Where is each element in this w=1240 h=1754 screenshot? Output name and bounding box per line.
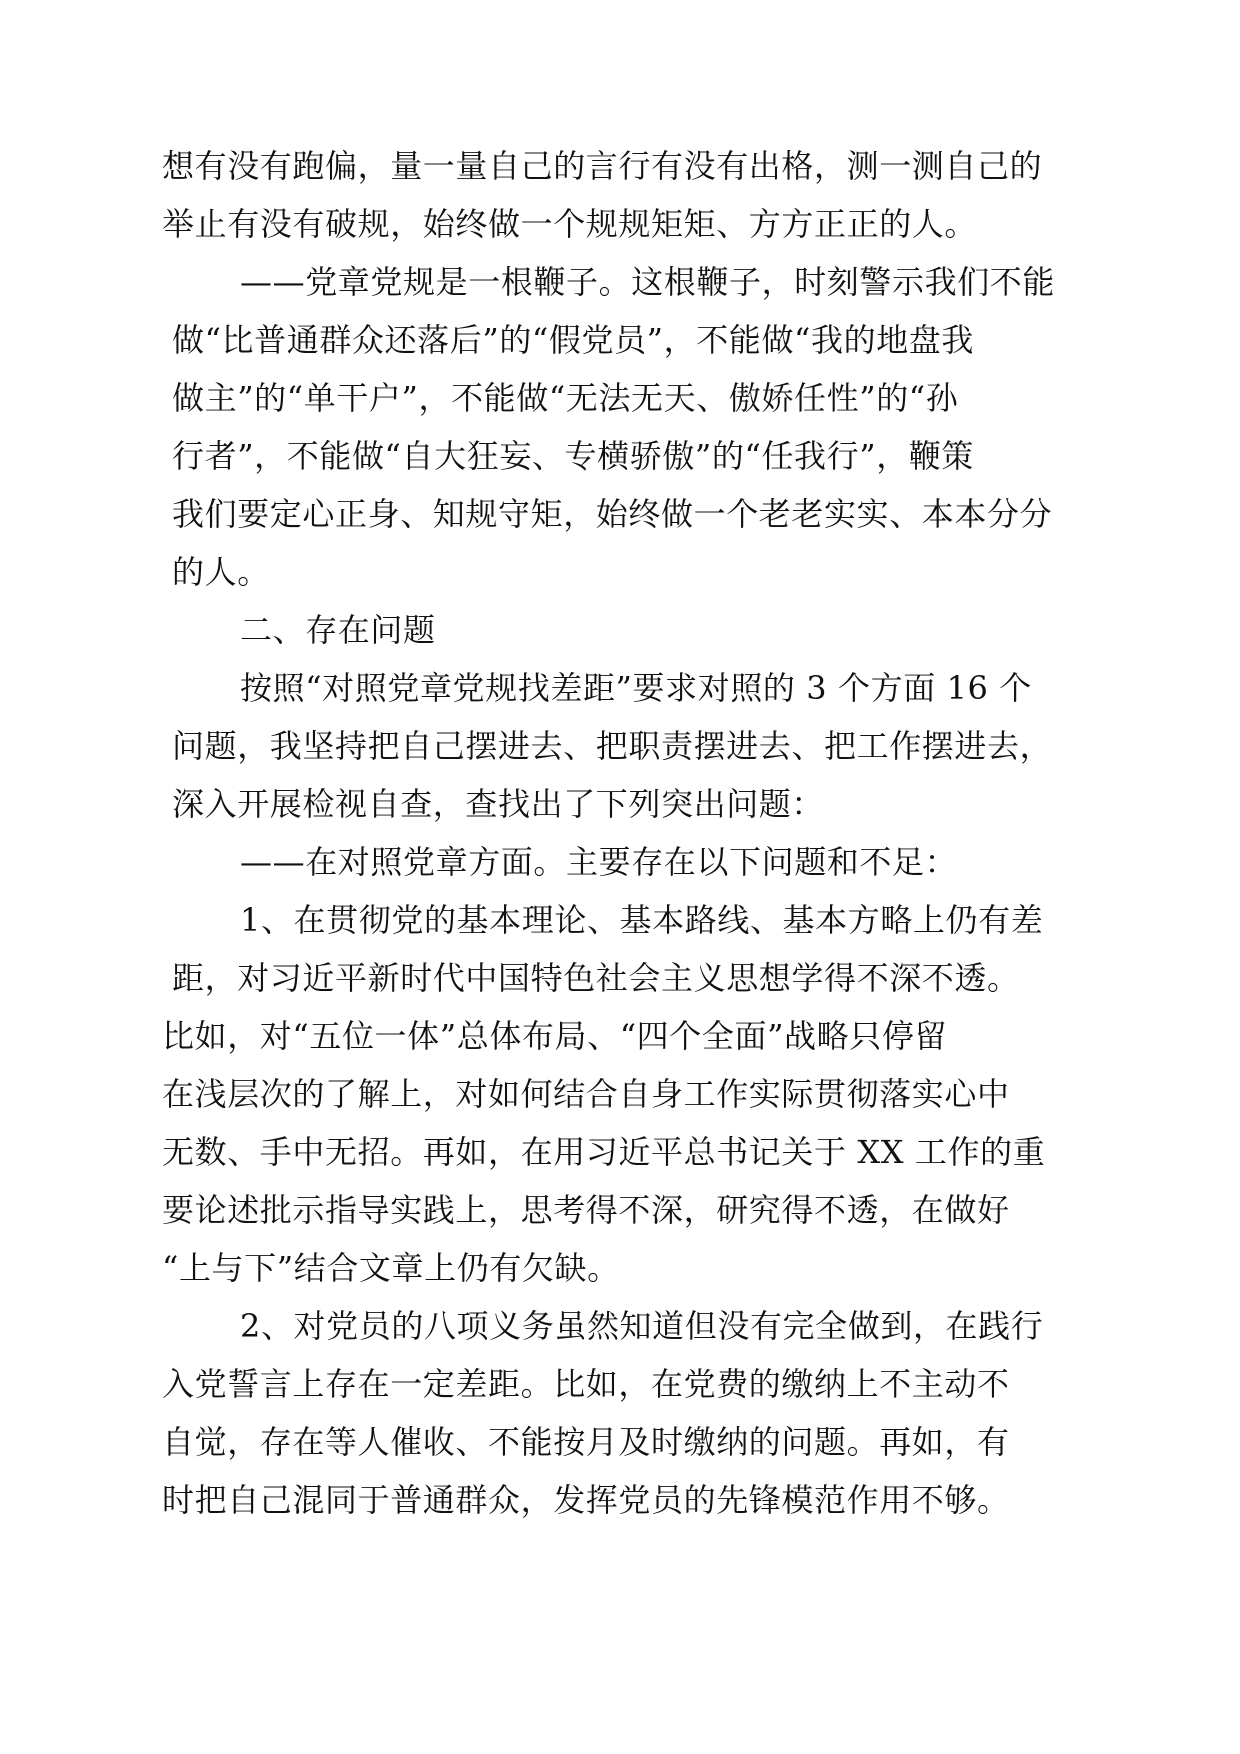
body-text-line: “上与下”结合文章上仍有欠缺。	[162, 1249, 620, 1287]
body-text-line: 2、对党员的八项义务虽然知道但没有完全做到，在践行	[240, 1307, 1044, 1345]
body-text-line: 我们要定心正身、知规守矩，始终做一个老老实实、本本分分	[172, 495, 1053, 533]
body-text-line: 无数、手中无招。再如，在用习近平总书记关于 XX 工作的重	[162, 1133, 1046, 1171]
body-text-line: 做“比普通群众还落后”的“假党员”，不能做“我的地盘我	[172, 321, 974, 359]
body-text-line: ——在对照党章方面。主要存在以下问题和不足：	[240, 843, 958, 881]
body-text-line: 按照“对照党章党规找差距”要求对照的 3 个方面 16 个	[240, 669, 1032, 707]
body-text-line: 时把自己混同于普通群众，发挥党员的先锋模范作用不够。	[162, 1481, 1010, 1519]
body-text-line: 想有没有跑偏，量一量自己的言行有没有出格，测一测自己的	[162, 147, 1043, 185]
body-text-line: 自觉，存在等人催收、不能按月及时缴纳的问题。再如，有	[162, 1423, 1010, 1461]
section-heading: 二、存在问题	[240, 611, 436, 649]
body-text-line: 距，对习近平新时代中国特色社会主义思想学得不深不透。	[172, 959, 1020, 997]
body-text-line: 问题，我坚持把自己摆进去、把职责摆进去、把工作摆进去，	[172, 727, 1053, 765]
body-text-line: 在浅层次的了解上，对如何结合自身工作实际贯彻落实心中	[162, 1075, 1010, 1113]
body-text-line: 行者”，不能做“自大狂妄、专横骄傲”的“任我行”，鞭策	[172, 437, 974, 475]
body-text-line: 深入开展检视自查，查找出了下列突出问题：	[172, 785, 825, 823]
body-text-line: 做主”的“单干户”，不能做“无法无天、傲娇任性”的“孙	[172, 379, 959, 417]
body-text-line: 要论述批示指导实践上，思考得不深，研究得不透，在做好	[162, 1191, 1010, 1229]
body-text-line: 入党誓言上存在一定差距。比如，在党费的缴纳上不主动不	[162, 1365, 1010, 1403]
body-text-line: 举止有没有破规，始终做一个规规矩矩、方方正正的人。	[162, 205, 978, 243]
body-text-line: 1、在贯彻党的基本理论、基本路线、基本方略上仍有差	[240, 901, 1044, 939]
body-text-line: 的人。	[172, 553, 270, 591]
body-text-line: ——党章党规是一根鞭子。这根鞭子，时刻警示我们不能	[240, 263, 1056, 301]
body-text-line: 比如，对“五位一体”总体布局、“四个全面”战略只停留	[162, 1017, 948, 1055]
